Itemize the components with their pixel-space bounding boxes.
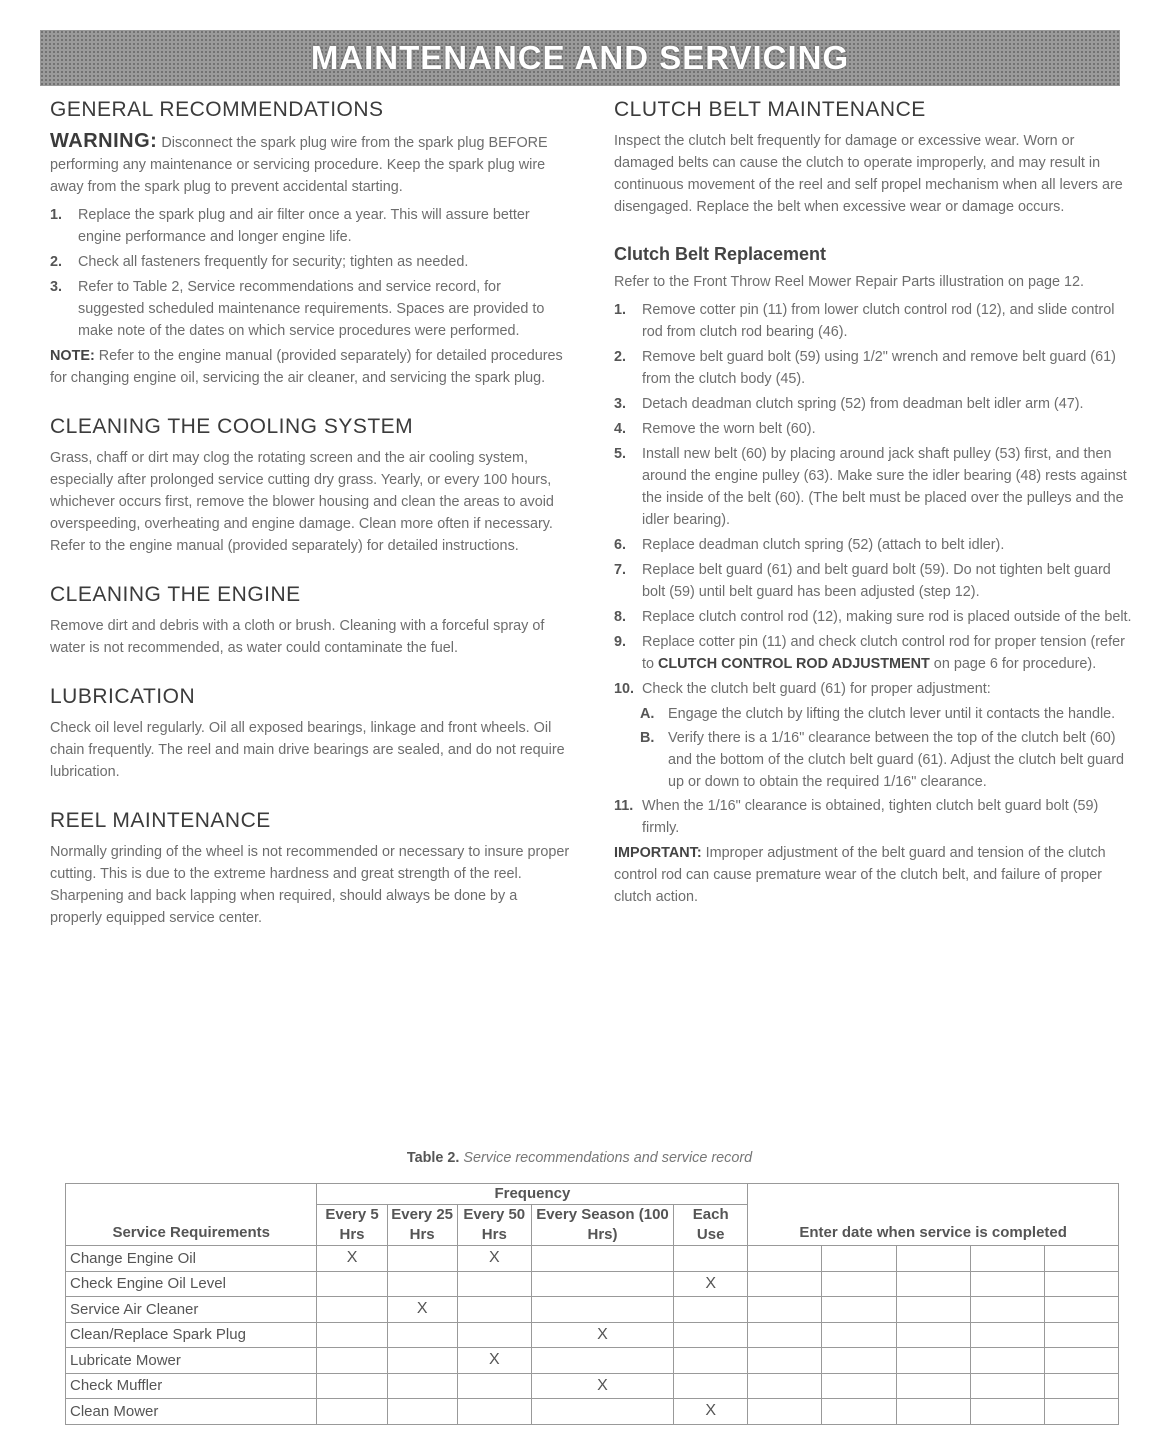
sub-list-item: A. Engage the clutch by lifting the clutch lever until it contacts the handle. xyxy=(640,706,1116,722)
date-entry-cell[interactable] xyxy=(822,1348,896,1374)
date-entry-cell[interactable] xyxy=(1044,1271,1118,1297)
table-row xyxy=(66,1373,1119,1399)
frequency-mark-cell xyxy=(387,1246,457,1272)
reel-heading: REEL MAINTENANCE xyxy=(50,809,271,832)
date-entry-cell[interactable] xyxy=(748,1373,822,1399)
table-row xyxy=(66,1297,1119,1323)
table-row xyxy=(66,1348,1119,1374)
freq-col-header: Each Use xyxy=(674,1205,748,1246)
lubrication-section xyxy=(50,685,570,783)
frequency-mark-cell: X xyxy=(531,1322,673,1348)
frequency-mark-cell: X xyxy=(531,1373,673,1399)
frequency-mark-cell: X xyxy=(674,1399,748,1425)
frequency-mark-cell xyxy=(531,1348,673,1374)
date-entry-cell[interactable] xyxy=(748,1322,822,1348)
frequency-mark-cell xyxy=(387,1322,457,1348)
table-row xyxy=(66,1271,1119,1297)
frequency-mark-cell xyxy=(674,1246,748,1272)
frequency-mark-cell xyxy=(457,1297,531,1323)
important-paragraph xyxy=(614,842,1136,908)
date-entry-cell[interactable] xyxy=(970,1322,1044,1348)
cooling-heading: CLEANING THE COOLING SYSTEM xyxy=(50,415,414,438)
date-entry-cell[interactable] xyxy=(748,1297,822,1323)
date-entry-cell[interactable] xyxy=(896,1246,970,1272)
list-item: 9. Replace cotter pin (11) and check clutch control rod for proper tension (refer to CLUTCH CONTROL ROD ADJUSTMENT on page 6 for procedure). xyxy=(614,634,1125,672)
frequency-header: Frequency xyxy=(317,1184,748,1205)
frequency-mark-cell xyxy=(531,1246,673,1272)
service-requirement-cell: Lubricate Mower xyxy=(66,1348,317,1374)
date-entry-cell[interactable] xyxy=(970,1297,1044,1323)
date-entry-cell[interactable] xyxy=(748,1246,822,1272)
clutch-text: Inspect the clutch belt frequently for damage or excessive wear. Worn or damaged belts can cause the clutch to operate improperly, and may result in continuous movement of the reel and self propel mechanism when all levers are disengaged. Replace the belt when excessive wear or damage occurs. xyxy=(614,133,1123,215)
date-entry-cell[interactable] xyxy=(822,1399,896,1425)
date-entry-cell[interactable] xyxy=(748,1399,822,1425)
banner-title: MAINTENANCE AND SERVICING xyxy=(310,39,850,76)
date-entry-cell[interactable] xyxy=(896,1297,970,1323)
frequency-mark-cell: X xyxy=(674,1271,748,1297)
reel-section xyxy=(50,809,570,929)
replacement-list xyxy=(614,299,1136,700)
frequency-mark-cell xyxy=(674,1322,748,1348)
date-entry-cell[interactable] xyxy=(822,1271,896,1297)
list-item: 3. Detach deadman clutch spring (52) from deadman belt idler arm (47). xyxy=(614,396,1084,412)
frequency-mark-cell xyxy=(387,1399,457,1425)
list-item: 7. Replace belt guard (61) and belt guard bolt (59). Do not tighten belt guard bolt (59) until belt guard has been adjusted (step 12). xyxy=(614,562,1111,600)
lubrication-heading: LUBRICATION xyxy=(50,685,196,708)
date-entry-cell[interactable] xyxy=(1044,1348,1118,1374)
date-entry-cell[interactable] xyxy=(896,1322,970,1348)
date-entry-cell[interactable] xyxy=(970,1399,1044,1425)
date-entry-header: Enter date when service is completed xyxy=(748,1184,1119,1246)
frequency-mark-cell xyxy=(457,1373,531,1399)
frequency-mark-cell xyxy=(387,1271,457,1297)
frequency-mark-cell xyxy=(531,1271,673,1297)
frequency-mark-cell xyxy=(674,1348,748,1374)
warning-text: Disconnect the spark plug wire from the spark plug BEFORE performing any maintenance or servicing procedure. Keep the spark plug wire away from the spark plug to prevent accidental starting. xyxy=(50,135,548,195)
table-caption-text: Service recommendations and service record xyxy=(463,1150,753,1166)
general-heading: GENERAL RECOMMENDATIONS xyxy=(50,98,384,121)
warning-paragraph xyxy=(50,130,570,198)
frequency-mark-cell xyxy=(317,1322,387,1348)
date-entry-cell[interactable] xyxy=(896,1348,970,1374)
list-item: 5. Install new belt (60) by placing around jack shaft pulley (53) first, and then around the engine pulley (63). Make sure the idler bearing (48) rests against the inside of the belt (60). (The belt must be placed over the pulleys and the idler bearing). xyxy=(614,446,1127,528)
belt-replacement-section xyxy=(614,244,1136,908)
frequency-mark-cell xyxy=(531,1297,673,1323)
engine-heading: CLEANING THE ENGINE xyxy=(50,583,301,606)
table-body xyxy=(66,1246,1119,1425)
freq-col-header: Every 50 Hrs xyxy=(457,1205,531,1246)
service-requirement-cell: Check Engine Oil Level xyxy=(66,1271,317,1297)
left-column xyxy=(50,98,570,949)
frequency-mark-cell xyxy=(457,1399,531,1425)
date-entry-cell[interactable] xyxy=(970,1271,1044,1297)
table-caption-label: Table 2. xyxy=(406,1150,460,1166)
date-entry-cell[interactable] xyxy=(822,1297,896,1323)
engine-text: Remove dirt and debris with a cloth or brush. Cleaning with a forceful spray of water is not recommended, as water could contaminate the fuel. xyxy=(50,618,545,656)
table-header-row xyxy=(66,1184,1119,1205)
lubrication-text: Check oil level regularly. Oil all exposed bearings, linkage and front wheels. Oil chain frequently. The reel and main drive bearings are sealed, and do not require lubrication. xyxy=(50,720,565,780)
service-requirement-cell: Clean/Replace Spark Plug xyxy=(66,1322,317,1348)
right-column xyxy=(614,98,1136,928)
list-item: 1. Remove cotter pin (11) from lower clutch control rod (12), and slide control rod from clutch rod bearing (46). xyxy=(614,302,1115,340)
frequency-mark-cell xyxy=(457,1322,531,1348)
frequency-mark-cell xyxy=(674,1373,748,1399)
frequency-mark-cell: X xyxy=(317,1246,387,1272)
frequency-mark-cell xyxy=(457,1271,531,1297)
important-text: Improper adjustment of the belt guard and tension of the clutch control rod can cause premature wear of the clutch belt, and failure of proper clutch action. xyxy=(614,845,1106,905)
list-item: 11. When the 1/16" clearance is obtained, tighten clutch belt guard bolt (59) firmly. xyxy=(614,798,1099,836)
service-requirements-header: Service Requirements xyxy=(66,1184,317,1246)
date-entry-cell[interactable] xyxy=(822,1246,896,1272)
frequency-mark-cell xyxy=(387,1348,457,1374)
table-row xyxy=(66,1246,1119,1272)
date-entry-cell[interactable] xyxy=(896,1271,970,1297)
frequency-mark-cell xyxy=(317,1348,387,1374)
date-entry-cell[interactable] xyxy=(748,1271,822,1297)
list-item: 8. Replace clutch control rod (12), making sure rod is placed outside of the belt. xyxy=(614,609,1132,625)
date-entry-cell[interactable] xyxy=(970,1246,1044,1272)
general-list xyxy=(50,204,570,342)
frequency-mark-cell xyxy=(317,1399,387,1425)
frequency-mark-cell xyxy=(674,1297,748,1323)
date-entry-cell[interactable] xyxy=(822,1373,896,1399)
note-paragraph xyxy=(50,345,570,389)
date-entry-cell[interactable] xyxy=(970,1348,1044,1374)
table-row xyxy=(66,1322,1119,1348)
warning-label: WARNING: xyxy=(50,130,158,152)
engine-section xyxy=(50,583,570,659)
note-label: NOTE: xyxy=(50,348,95,364)
date-entry-cell[interactable] xyxy=(1044,1373,1118,1399)
service-requirement-cell: Clean Mower xyxy=(66,1399,317,1425)
frequency-mark-cell xyxy=(531,1399,673,1425)
date-entry-cell[interactable] xyxy=(896,1399,970,1425)
important-label: IMPORTANT: xyxy=(614,845,702,861)
frequency-mark-cell: X xyxy=(457,1246,531,1272)
service-requirement-cell: Change Engine Oil xyxy=(66,1246,317,1272)
date-entry-cell[interactable] xyxy=(1044,1246,1118,1272)
service-requirement-cell: Service Air Cleaner xyxy=(66,1297,317,1323)
list-item: 1. Replace the spark plug and air filter once a year. This will assure better engine performance and longer engine life. xyxy=(50,207,530,245)
cooling-text: Grass, chaff or dirt may clog the rotating screen and the air cooling system, especially after prolonged service cutting dry grass. Yearly, or every 100 hours, whichever occurs first, remove the blower housing and clean the areas to avoid overspeeding, overheating and engine damage. Clean more often if necessary. Refer to the engine manual (provided separately) for detailed instructions. xyxy=(50,450,554,554)
date-entry-cell[interactable] xyxy=(970,1373,1044,1399)
clutch-belt-section xyxy=(614,98,1136,218)
list-item: 6. Replace deadman clutch spring (52) (attach to belt idler). xyxy=(614,537,1005,553)
replacement-list-end xyxy=(614,795,1136,839)
frequency-mark-cell: X xyxy=(457,1348,531,1374)
note-text: Refer to the engine manual (provided separately) for detailed procedures for changing engine oil, servicing the air cleaner, and servicing the spark plug. xyxy=(50,348,563,386)
frequency-mark-cell xyxy=(317,1373,387,1399)
freq-col-header: Every 5 Hrs xyxy=(317,1205,387,1246)
sub-list-item: B. Verify there is a 1/16" clearance between the top of the clutch belt (60) and the bottom of the clutch belt guard (61). Adjust the clutch belt guard up or down to obtain the required 1/16" clearance. xyxy=(640,730,1124,790)
freq-col-header: Every 25 Hrs xyxy=(387,1205,457,1246)
list-item: 10. Check the clutch belt guard (61) for proper adjustment: xyxy=(614,681,991,697)
date-entry-cell[interactable] xyxy=(1044,1399,1118,1425)
table-row xyxy=(66,1399,1119,1425)
frequency-mark-cell xyxy=(387,1373,457,1399)
date-entry-cell[interactable] xyxy=(896,1373,970,1399)
clutch-heading: CLUTCH BELT MAINTENANCE xyxy=(614,98,926,121)
reel-text: Normally grinding of the wheel is not recommended or necessary to insure proper cutting. This is due to the extreme hardness and great strength of the reel. Sharpening and back lapping when required, should always be done by a properly equipped service center. xyxy=(50,844,570,926)
date-entry-cell[interactable] xyxy=(748,1348,822,1374)
table-caption xyxy=(0,1150,1159,1166)
frequency-mark-cell xyxy=(317,1271,387,1297)
list-item: 2. Remove belt guard bolt (59) using 1/2" wrench and remove belt guard (61) from the clutch body (45). xyxy=(614,349,1116,387)
date-entry-cell[interactable] xyxy=(822,1322,896,1348)
frequency-mark-cell xyxy=(317,1297,387,1323)
general-recommendations-section xyxy=(50,98,570,389)
section-banner xyxy=(40,30,1120,86)
date-entry-cell[interactable] xyxy=(1044,1322,1118,1348)
freq-col-header: Every Season (100 Hrs) xyxy=(531,1205,673,1246)
frequency-mark-cell: X xyxy=(387,1297,457,1323)
list-item: 2. Check all fasteners frequently for security; tighten as needed. xyxy=(50,254,469,270)
adjustment-sublist xyxy=(640,703,1136,793)
list-item: 3. Refer to Table 2, Service recommendations and service record, for suggested scheduled maintenance requirements. Spaces are provided to make note of the dates on which service procedures were performed. xyxy=(50,279,545,339)
service-record-table xyxy=(65,1183,1119,1425)
list-item: 4. Remove the worn belt (60). xyxy=(614,421,816,437)
replacement-intro: Refer to the Front Throw Reel Mower Repair Parts illustration on page 12. xyxy=(614,274,1085,290)
service-requirement-cell: Check Muffler xyxy=(66,1373,317,1399)
cooling-section xyxy=(50,415,570,557)
replacement-heading: Clutch Belt Replacement xyxy=(614,244,827,264)
date-entry-cell[interactable] xyxy=(1044,1297,1118,1323)
